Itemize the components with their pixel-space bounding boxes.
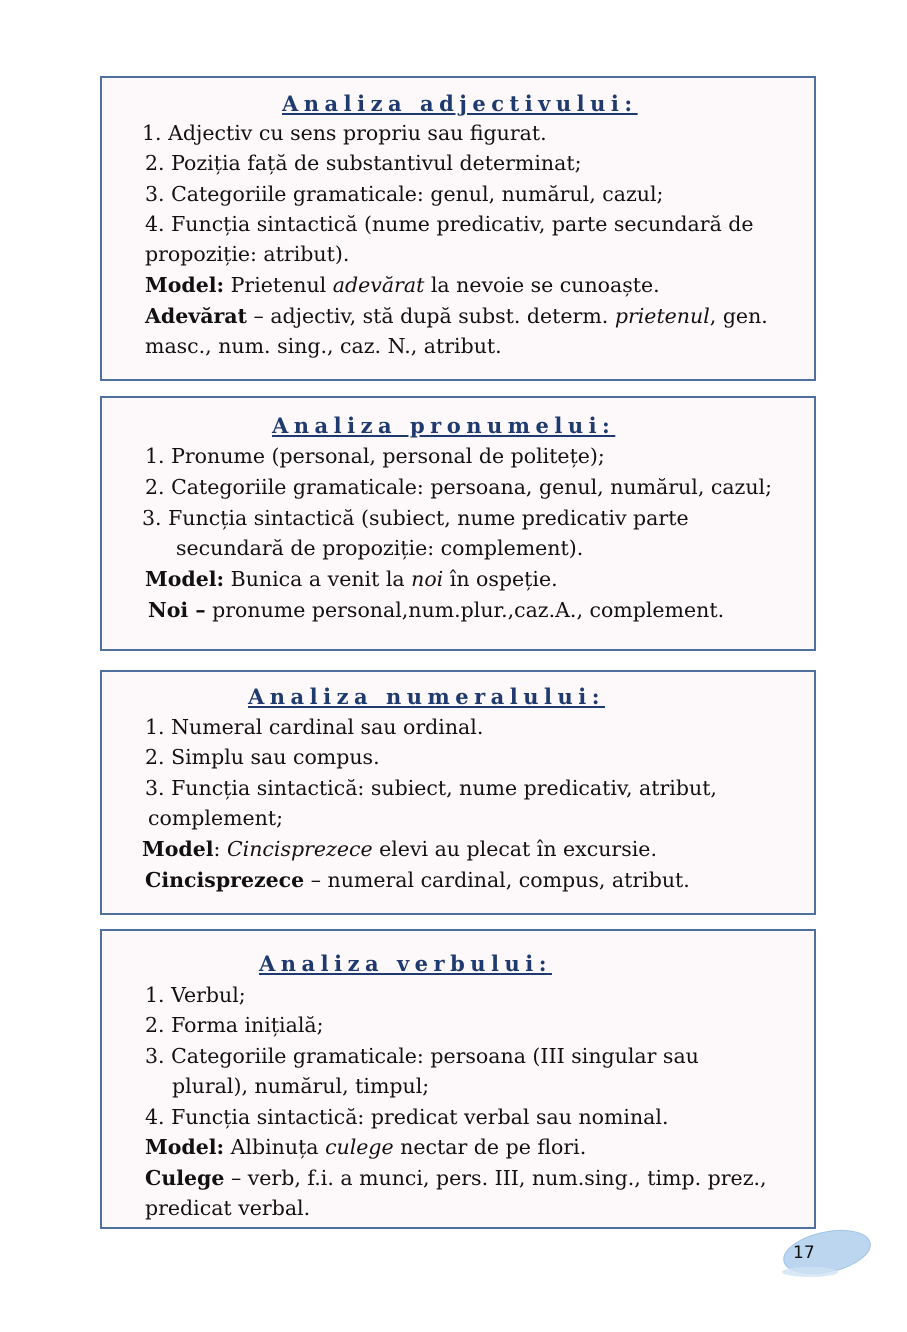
verb-item-2: 2. Forma inițială; xyxy=(145,1013,324,1037)
adjective-analysis-box xyxy=(100,76,816,381)
verb-example-line xyxy=(145,1165,767,1191)
model-text: Bunica a venit la xyxy=(224,567,412,591)
adjective-model-line xyxy=(145,272,660,298)
adjective-item-4-cont: propoziție: atribut). xyxy=(145,242,350,266)
adjective-example-line xyxy=(145,303,768,329)
model-emphasis: culege xyxy=(325,1135,394,1159)
verb-model-line xyxy=(145,1134,586,1160)
pronoun-model-line xyxy=(145,566,558,592)
model-text: în ospeție. xyxy=(443,567,558,591)
numeral-item-3: 3. Funcția sintactică: subiect, nume predicativ, atribut, xyxy=(145,776,717,800)
pronoun-analysis-box xyxy=(100,396,816,651)
adjective-item-1: 1. Adjectiv cu sens propriu sau figurat. xyxy=(142,121,547,145)
example-text: – adjectiv, stă după subst. determ. xyxy=(247,304,615,328)
adjective-analysis-title: Analiza adjectivului: xyxy=(282,91,638,116)
example-label: Adevărat xyxy=(145,304,248,328)
model-text: Prietenul xyxy=(224,273,333,297)
example-text: pronume personal,num.plur.,caz.A., complement. xyxy=(205,598,725,622)
example-text: , gen. xyxy=(709,304,768,328)
numeral-item-2: 2. Simplu sau compus. xyxy=(145,745,380,769)
verb-item-1: 1. Verbul; xyxy=(145,983,246,1007)
example-emphasis: prietenul xyxy=(614,304,710,328)
example-text: – verb, f.i. a munci, pers. III, num.sing., timp. prez., xyxy=(224,1166,767,1190)
model-label: Model: xyxy=(145,1135,225,1159)
adjective-item-2: 2. Poziția față de substantivul determinat; xyxy=(145,151,582,175)
verb-item-3: 3. Categoriile gramaticale: persoana (III singular sau xyxy=(145,1044,699,1068)
model-text: nectar de pe flori. xyxy=(393,1135,587,1159)
example-label: Culege xyxy=(145,1166,225,1190)
adjective-item-4: 4. Funcția sintactică (nume predicativ, parte secundară de xyxy=(145,212,754,236)
page-number: 17 xyxy=(793,1243,815,1263)
numeral-analysis-title: Analiza numeralului: xyxy=(248,684,605,709)
model-emphasis: noi xyxy=(411,567,444,591)
adjective-example-line-2: masc., num. sing., caz. N., atribut. xyxy=(145,334,502,358)
adjective-item-3: 3. Categoriile gramaticale: genul, numărul, cazul; xyxy=(145,182,664,206)
model-label: Model: xyxy=(145,567,225,591)
verb-analysis-title: Analiza verbului: xyxy=(259,951,553,976)
pronoun-item-3-cont: secundară de propoziție: complement). xyxy=(176,536,584,560)
model-text: elevi au plecat în excursie. xyxy=(372,837,657,861)
numeral-example-line xyxy=(145,867,690,893)
verb-item-3-cont: plural), numărul, timpul; xyxy=(172,1074,430,1098)
numeral-item-3-cont: complement; xyxy=(148,806,283,830)
verb-item-4: 4. Funcția sintactică: predicat verbal sau nominal. xyxy=(145,1105,669,1129)
example-label: Noi – xyxy=(148,598,206,622)
model-label: Model: xyxy=(145,273,225,297)
pronoun-item-2: 2. Categoriile gramaticale: persoana, genul, numărul, cazul; xyxy=(145,475,773,499)
model-text: la nevoie se cunoaște. xyxy=(424,273,660,297)
pronoun-item-1: 1. Pronume (personal, personal de politețe); xyxy=(145,444,605,468)
numeral-model-line xyxy=(142,836,657,862)
model-text: : xyxy=(213,837,227,861)
model-emphasis: adevărat xyxy=(332,273,425,297)
example-text: – numeral cardinal, compus, atribut. xyxy=(304,868,690,892)
verb-analysis-box xyxy=(100,929,816,1229)
model-text: Albinuța xyxy=(224,1135,326,1159)
pronoun-analysis-title: Analiza pronumelui: xyxy=(272,413,616,438)
model-emphasis: Cincisprezece xyxy=(226,837,373,861)
verb-example-line-2: predicat verbal. xyxy=(145,1196,311,1220)
example-label: Cincisprezece xyxy=(145,868,305,892)
model-label: Model xyxy=(142,837,214,861)
numeral-item-1: 1. Numeral cardinal sau ordinal. xyxy=(145,715,484,739)
pronoun-example-line xyxy=(148,597,724,623)
numeral-analysis-box xyxy=(100,670,816,915)
pronoun-item-3: 3. Funcția sintactică (subiect, nume predicativ parte xyxy=(142,506,689,530)
